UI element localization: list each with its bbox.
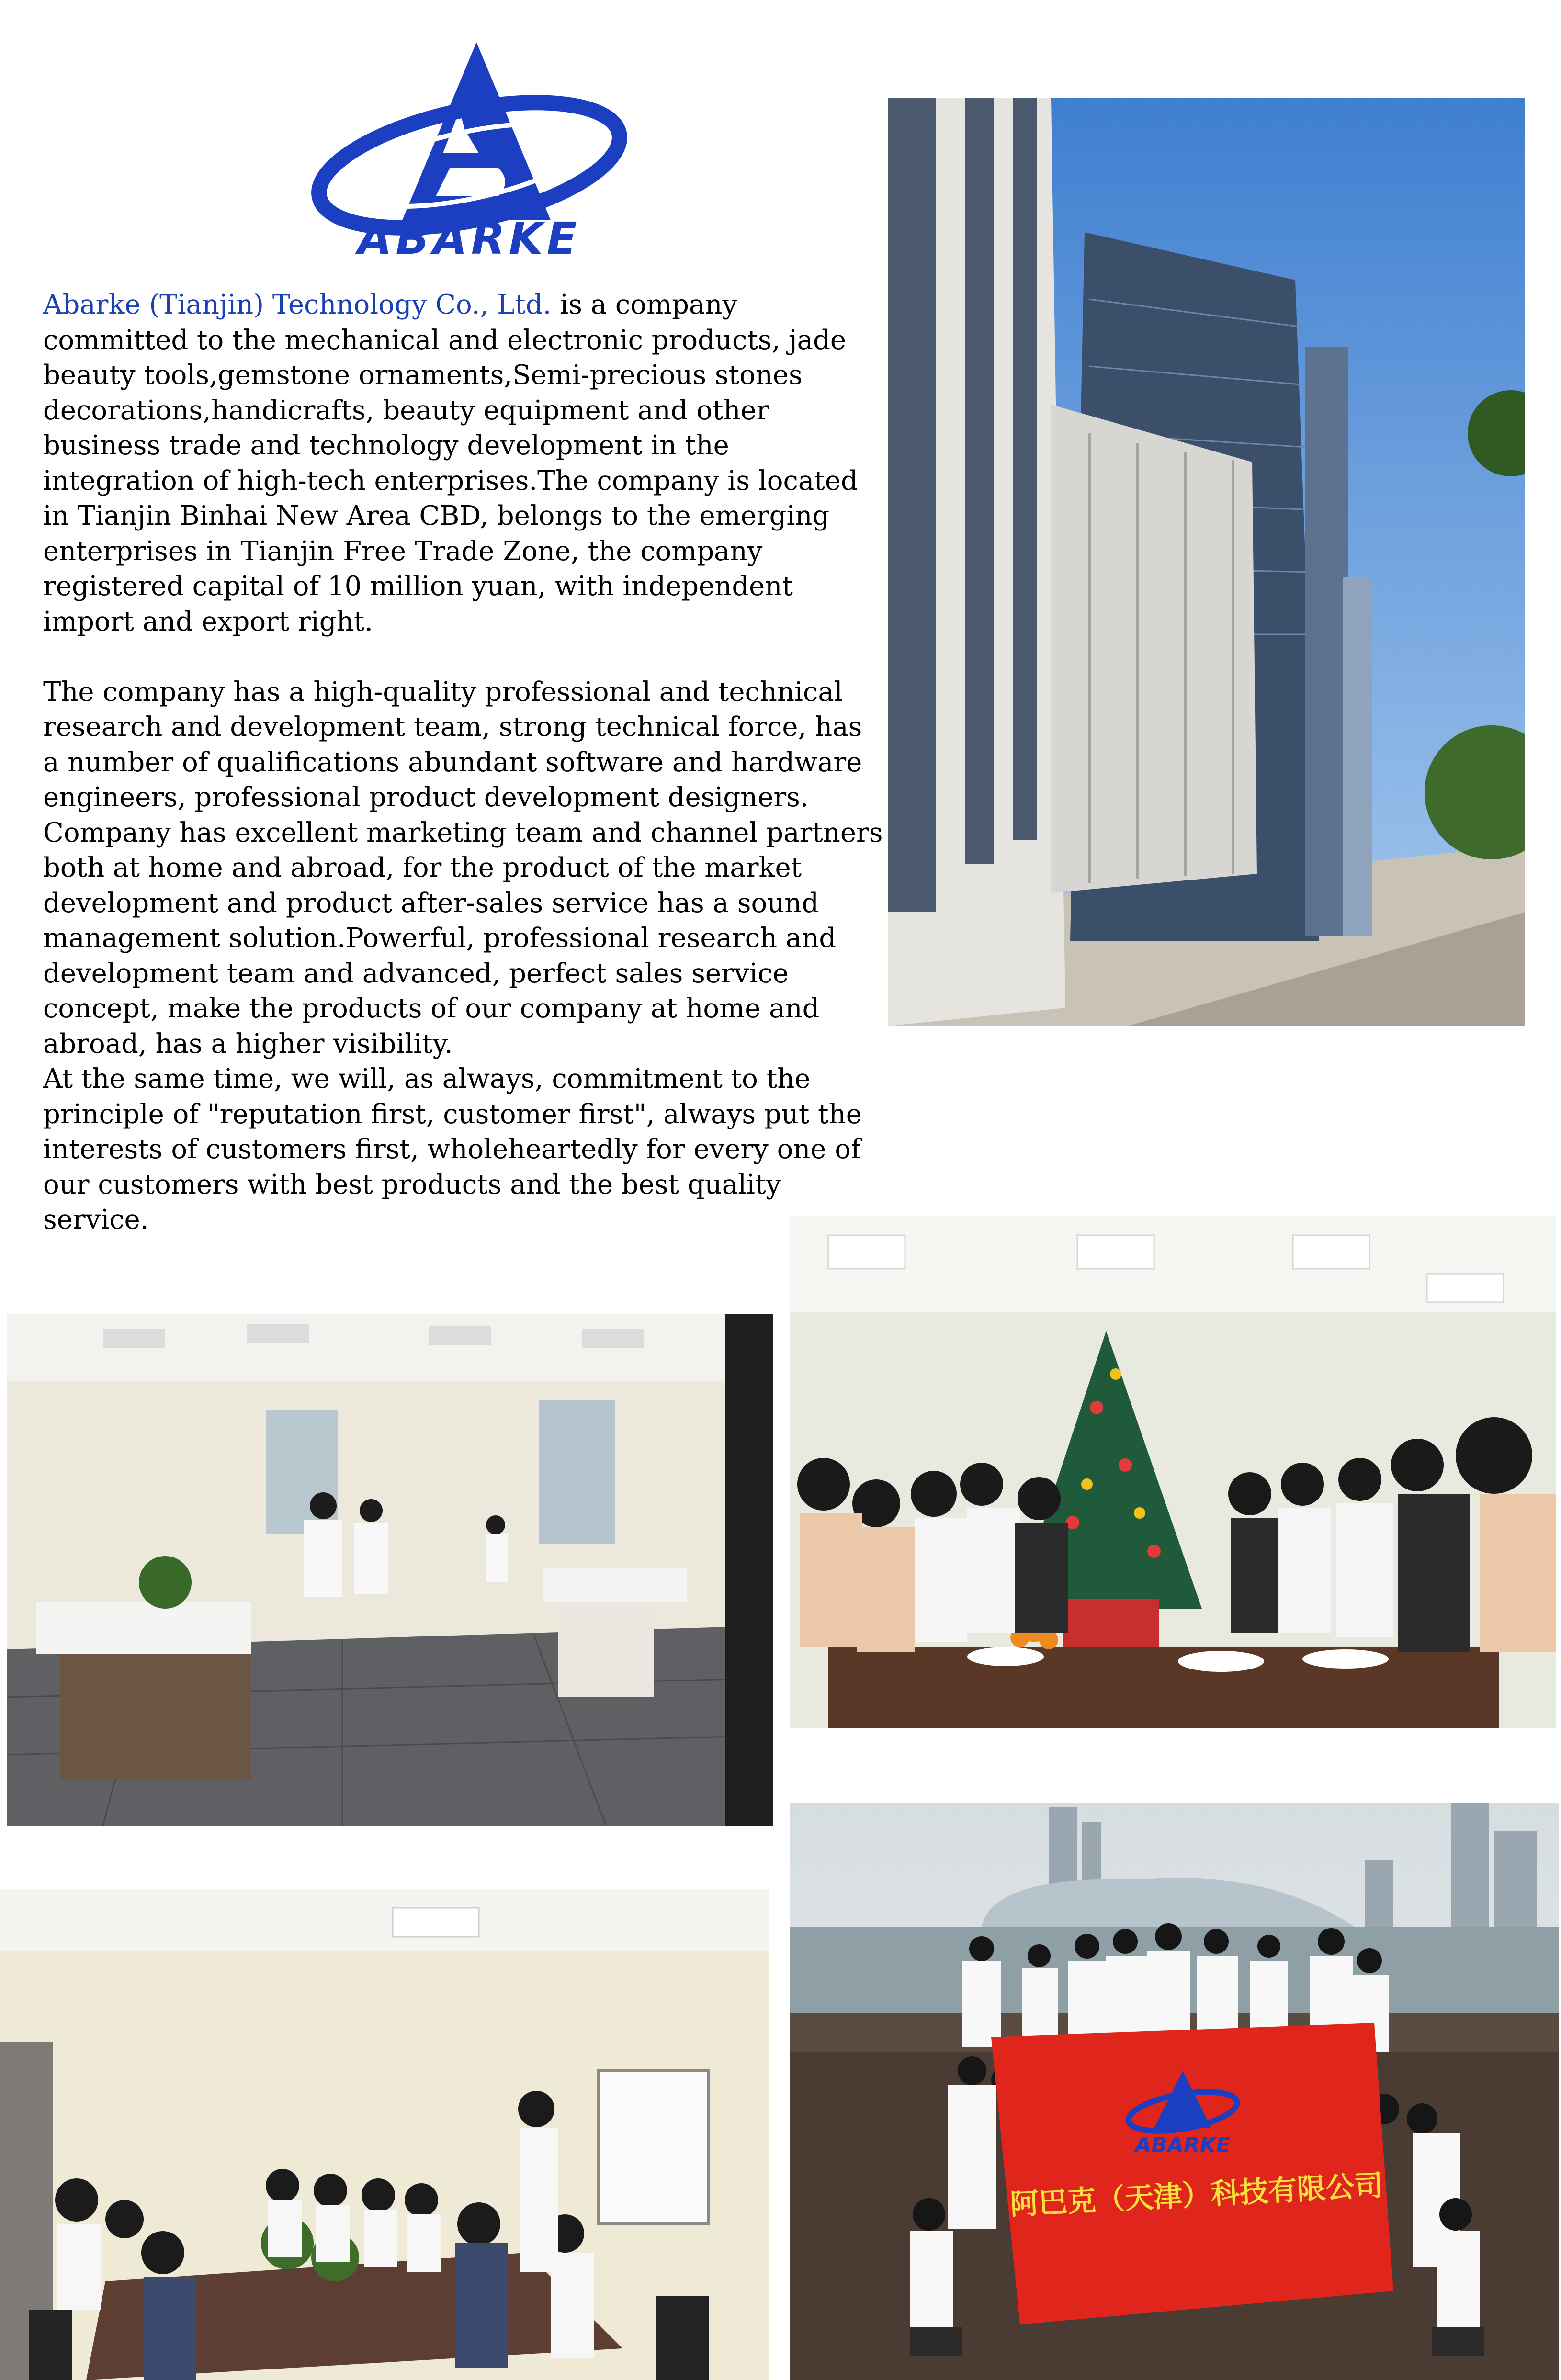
- team-banner-photo: [790, 1803, 1559, 2380]
- intro-paragraph-1: [43, 287, 886, 639]
- meeting-room-photo: [0, 1889, 769, 2380]
- office-photo: [7, 1314, 773, 1826]
- logo-wordmark: ABARKE: [358, 213, 581, 259]
- intro-paragraph-1-text: is a company committed to the mechanical and electronic products, jade beauty tools,gemstone ornaments,Semi-precious stones decorations,handicrafts, beauty equipment and other business trade and technology development in the integration of high-tech enterprises.The company is located in Tianjin Binhai New Area CBD, belongs to the emerging enterprises in Tianjin Free Trade Zone, the company registered capital of 10 million yuan, with independent import and export right.: [43, 289, 858, 637]
- company-logo: [306, 38, 632, 259]
- christmas-party-photo: [790, 1216, 1556, 1728]
- company-name: Abarke (Tianjin) Technology Co., Ltd.: [43, 289, 552, 320]
- banner-text: 阿巴克（天津）科技有限公司: [1009, 2168, 1384, 2222]
- intro-paragraph-2: The company has a high-quality professional and technical research and development team, strong technical force, has a number of qualifications abundant software and hardware engineers, professional product development designers. Company has excellent marketing team and channel partners both at home and abroad, for the product of the market development and product after-sales service has a sound management solution.Powerful, professional research and development team and advanced, perfect sales service concept, make the products of our company at home and abroad, has a higher visibility.: [43, 676, 883, 1060]
- svg-text:ABARKE: ABARKE: [1135, 2133, 1231, 2157]
- intro-paragraph-3: At the same time, we will, as always, commitment to the principle of "reputation first, customer first", always put the interests of customers first, wholeheartedly for every one of our customers with best products and the best quality service.: [43, 1063, 862, 1235]
- company-intro: [43, 287, 886, 1238]
- building-photo: [888, 98, 1525, 1026]
